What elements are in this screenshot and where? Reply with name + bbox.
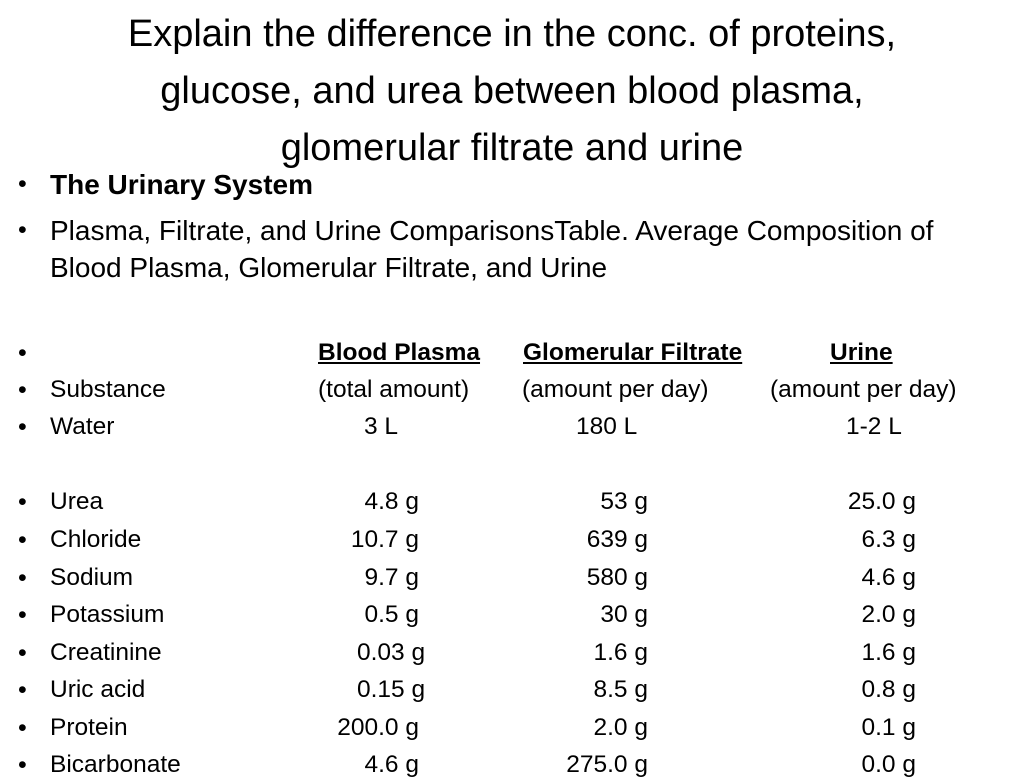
table-row bbox=[0, 559, 1024, 597]
row-filtrate: 639 g bbox=[586, 526, 648, 553]
bullet-glyph: • bbox=[18, 714, 27, 742]
row-plasma: 4.6 g bbox=[364, 751, 419, 778]
bullet-glyph: • bbox=[18, 676, 27, 704]
row-urine: 4.6 g bbox=[861, 564, 916, 591]
row-urine: 1-2 L bbox=[846, 413, 902, 440]
bullet-glyph: • bbox=[18, 216, 27, 244]
bullet-glyph: • bbox=[18, 488, 27, 516]
units-filtrate: (amount per day) bbox=[522, 376, 709, 403]
bullet-glyph: • bbox=[18, 376, 27, 404]
bullet-glyph: • bbox=[18, 639, 27, 667]
bullet-glyph: • bbox=[18, 170, 27, 198]
row-substance: Bicarbonate bbox=[50, 751, 181, 778]
row-urine: 0.0 g bbox=[861, 751, 916, 778]
row-plasma: 4.8 g bbox=[364, 488, 419, 515]
row-filtrate: 30 g bbox=[600, 601, 648, 628]
row-filtrate: 1.6 g bbox=[593, 639, 648, 666]
units-urine: (amount per day) bbox=[770, 376, 957, 403]
table-caption: Plasma, Filtrate, and Urine ComparisonsTable. Average Composition of Blood Plasma, Glomerular Filtrate, and Urine bbox=[50, 215, 934, 283]
table-row bbox=[0, 408, 1024, 446]
row-urine: 1.6 g bbox=[861, 639, 916, 666]
row-filtrate: 2.0 g bbox=[593, 714, 648, 741]
bullet-glyph: • bbox=[18, 413, 27, 441]
row-urine: 25.0 g bbox=[847, 488, 916, 515]
header-urine: Urine bbox=[830, 339, 893, 366]
bullet-glyph: • bbox=[18, 339, 27, 367]
row-filtrate: 8.5 g bbox=[593, 676, 648, 703]
table-row bbox=[0, 596, 1024, 634]
table-row bbox=[0, 483, 1024, 521]
row-filtrate: 180 L bbox=[576, 413, 638, 440]
header-blood-plasma: Blood Plasma bbox=[318, 339, 481, 366]
row-substance: Potassium bbox=[50, 601, 165, 628]
row-substance: Uric acid bbox=[50, 676, 146, 703]
row-substance: Sodium bbox=[50, 564, 134, 591]
row-filtrate: 580 g bbox=[586, 564, 648, 591]
row-urine: 6.3 g bbox=[861, 526, 916, 553]
bullet-glyph: • bbox=[18, 751, 27, 779]
header-glomerular-filtrate: Glomerular Filtrate bbox=[523, 339, 743, 366]
section-heading: The Urinary System bbox=[50, 169, 313, 200]
table-row bbox=[0, 746, 1024, 784]
units-plasma: (total amount) bbox=[318, 376, 470, 403]
table-row bbox=[0, 521, 1024, 559]
row-plasma: 9.7 g bbox=[364, 564, 419, 591]
row-substance: Water bbox=[50, 413, 115, 440]
bullet-glyph: • bbox=[18, 564, 27, 592]
row-urine: 0.8 g bbox=[861, 676, 916, 703]
units-label: Substance bbox=[50, 376, 166, 403]
row-substance: Chloride bbox=[50, 526, 142, 553]
row-plasma: 0.03 g bbox=[357, 639, 426, 666]
row-filtrate: 53 g bbox=[600, 488, 648, 515]
row-plasma: 3 L bbox=[364, 413, 399, 440]
table-row bbox=[0, 709, 1024, 747]
row-plasma: 10.7 g bbox=[350, 526, 419, 553]
table-units-row bbox=[0, 371, 1024, 409]
row-plasma: 0.15 g bbox=[357, 676, 426, 703]
bullet-glyph: • bbox=[18, 526, 27, 554]
row-urine: 0.1 g bbox=[861, 714, 916, 741]
row-substance: Protein bbox=[50, 714, 128, 741]
table-row bbox=[0, 634, 1024, 672]
row-plasma: 200.0 g bbox=[337, 714, 419, 741]
row-substance: Urea bbox=[50, 488, 104, 515]
bullet-glyph: • bbox=[18, 601, 27, 629]
table-row bbox=[0, 671, 1024, 709]
row-filtrate: 275.0 g bbox=[566, 751, 648, 778]
row-plasma: 0.5 g bbox=[364, 601, 419, 628]
row-urine: 2.0 g bbox=[861, 601, 916, 628]
table-header-row bbox=[0, 334, 1024, 372]
slide-title: Explain the difference in the conc. of proteins, glucose, and urea between blood plasma, glomerular filtrate and urine bbox=[127, 13, 897, 169]
row-substance: Creatinine bbox=[50, 639, 162, 666]
